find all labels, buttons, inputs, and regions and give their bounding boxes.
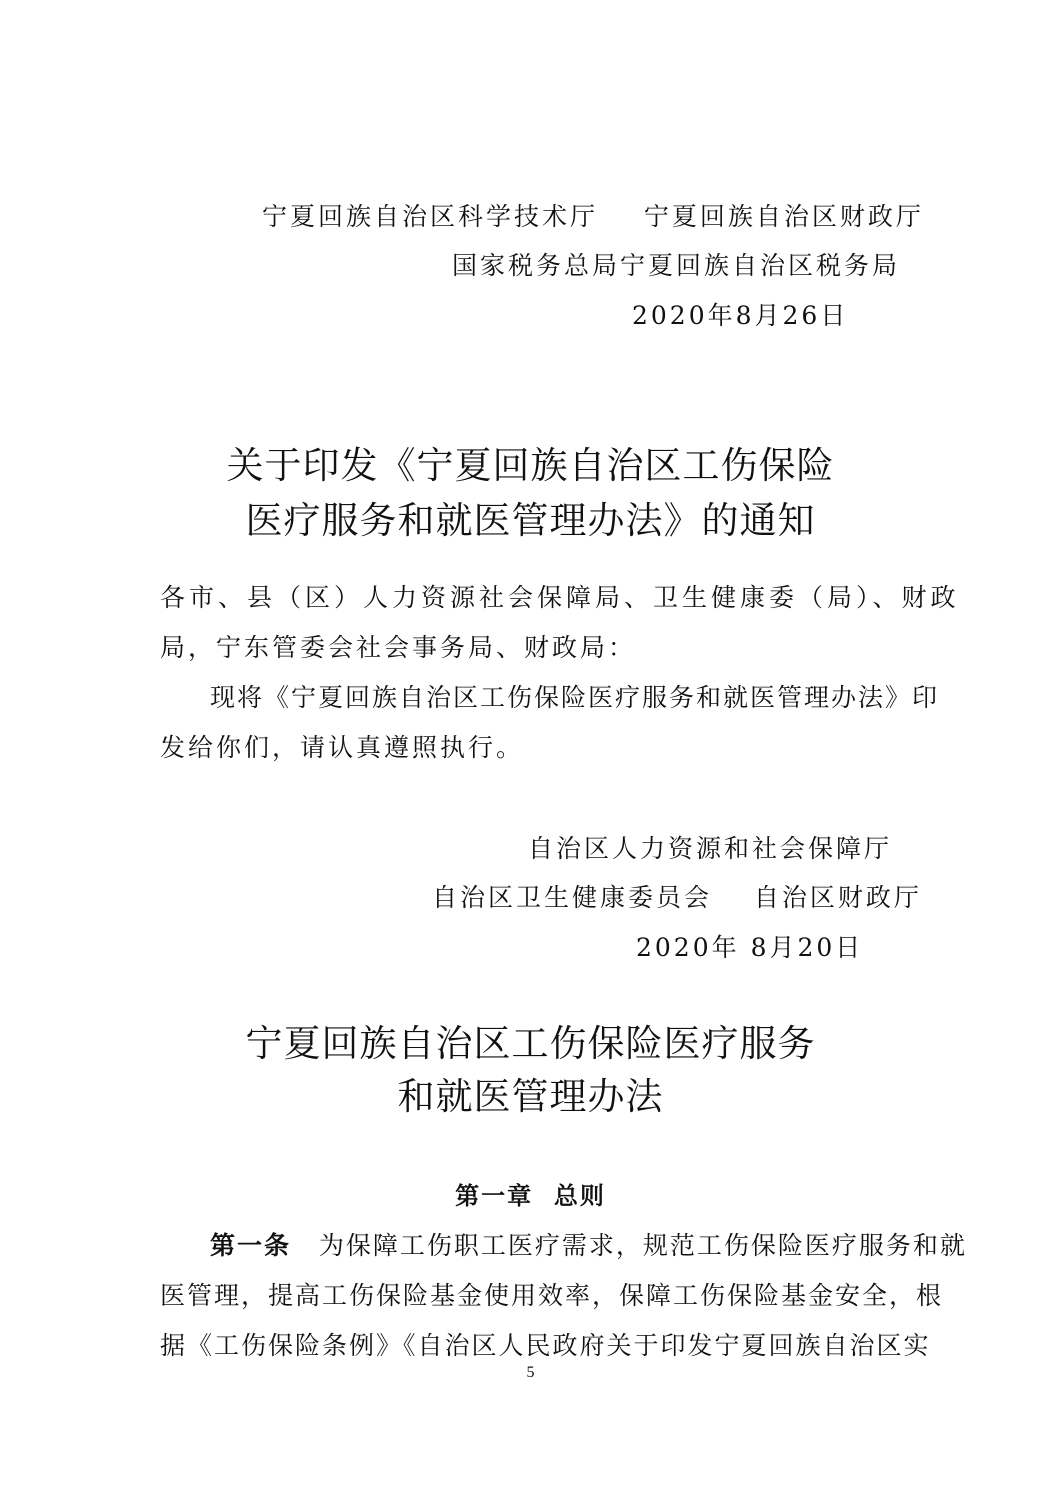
notice-body-line1: 现将《宁夏回族自治区工伤保险医疗服务和就医管理办法》印 [210,683,940,712]
prev-signature-org-finance: 宁夏回族自治区财政厅 [643,202,924,231]
notice-signature-line2 [432,878,922,914]
prev-signature-date: 2020年8月26日 [632,301,849,330]
page-number: 5 [526,1364,535,1381]
notice-signature-health-commission: 自治区卫生健康委员会 [432,883,713,912]
article1-line1 [210,1226,967,1262]
article1-text-line1: 为保障工伤职工医疗需求，规范工伤保险医疗服务和就 [318,1231,967,1260]
notice-title-line2: 医疗服务和就医管理办法》的通知 [245,499,816,542]
measures-title-line1: 宁夏回族自治区工伤保险医疗服务 [245,1022,816,1065]
measures-title-line2: 和就医管理办法 [397,1075,664,1118]
chapter-heading: 第一章 总则 [455,1181,606,1210]
notice-signature-finance-dept: 自治区财政厅 [753,883,922,912]
notice-date: 2020年 8月20日 [636,933,864,962]
prev-signature-org-science: 宁夏回族自治区科学技术厅 [262,202,599,231]
article1-line2: 医管理，提高工伤保险基金使用效率，保障工伤保险基金安全，根 [160,1281,944,1310]
prev-signature-line2: 国家税务总局宁夏回族自治区税务局 [452,251,901,280]
article1-line3: 据《工伤保险条例》《自治区人民政府关于印发宁夏回族自治区实 [160,1331,931,1360]
notice-recipients-line2: 局，宁东管委会社会事务局、财政局： [160,633,637,662]
notice-title-line1: 关于印发《宁夏回族自治区工伤保险 [226,444,835,487]
article1-label: 第一条 [210,1231,292,1260]
notice-signature-line1: 自治区人力资源和社会保障厅 [528,834,893,863]
notice-recipients-line1: 各市、县（区）人力资源社会保障局、卫生健康委（局）、财政 [160,583,960,612]
notice-body-line2: 发给你们，请认真遵照执行。 [160,733,525,762]
prev-signature-line1 [262,197,924,233]
